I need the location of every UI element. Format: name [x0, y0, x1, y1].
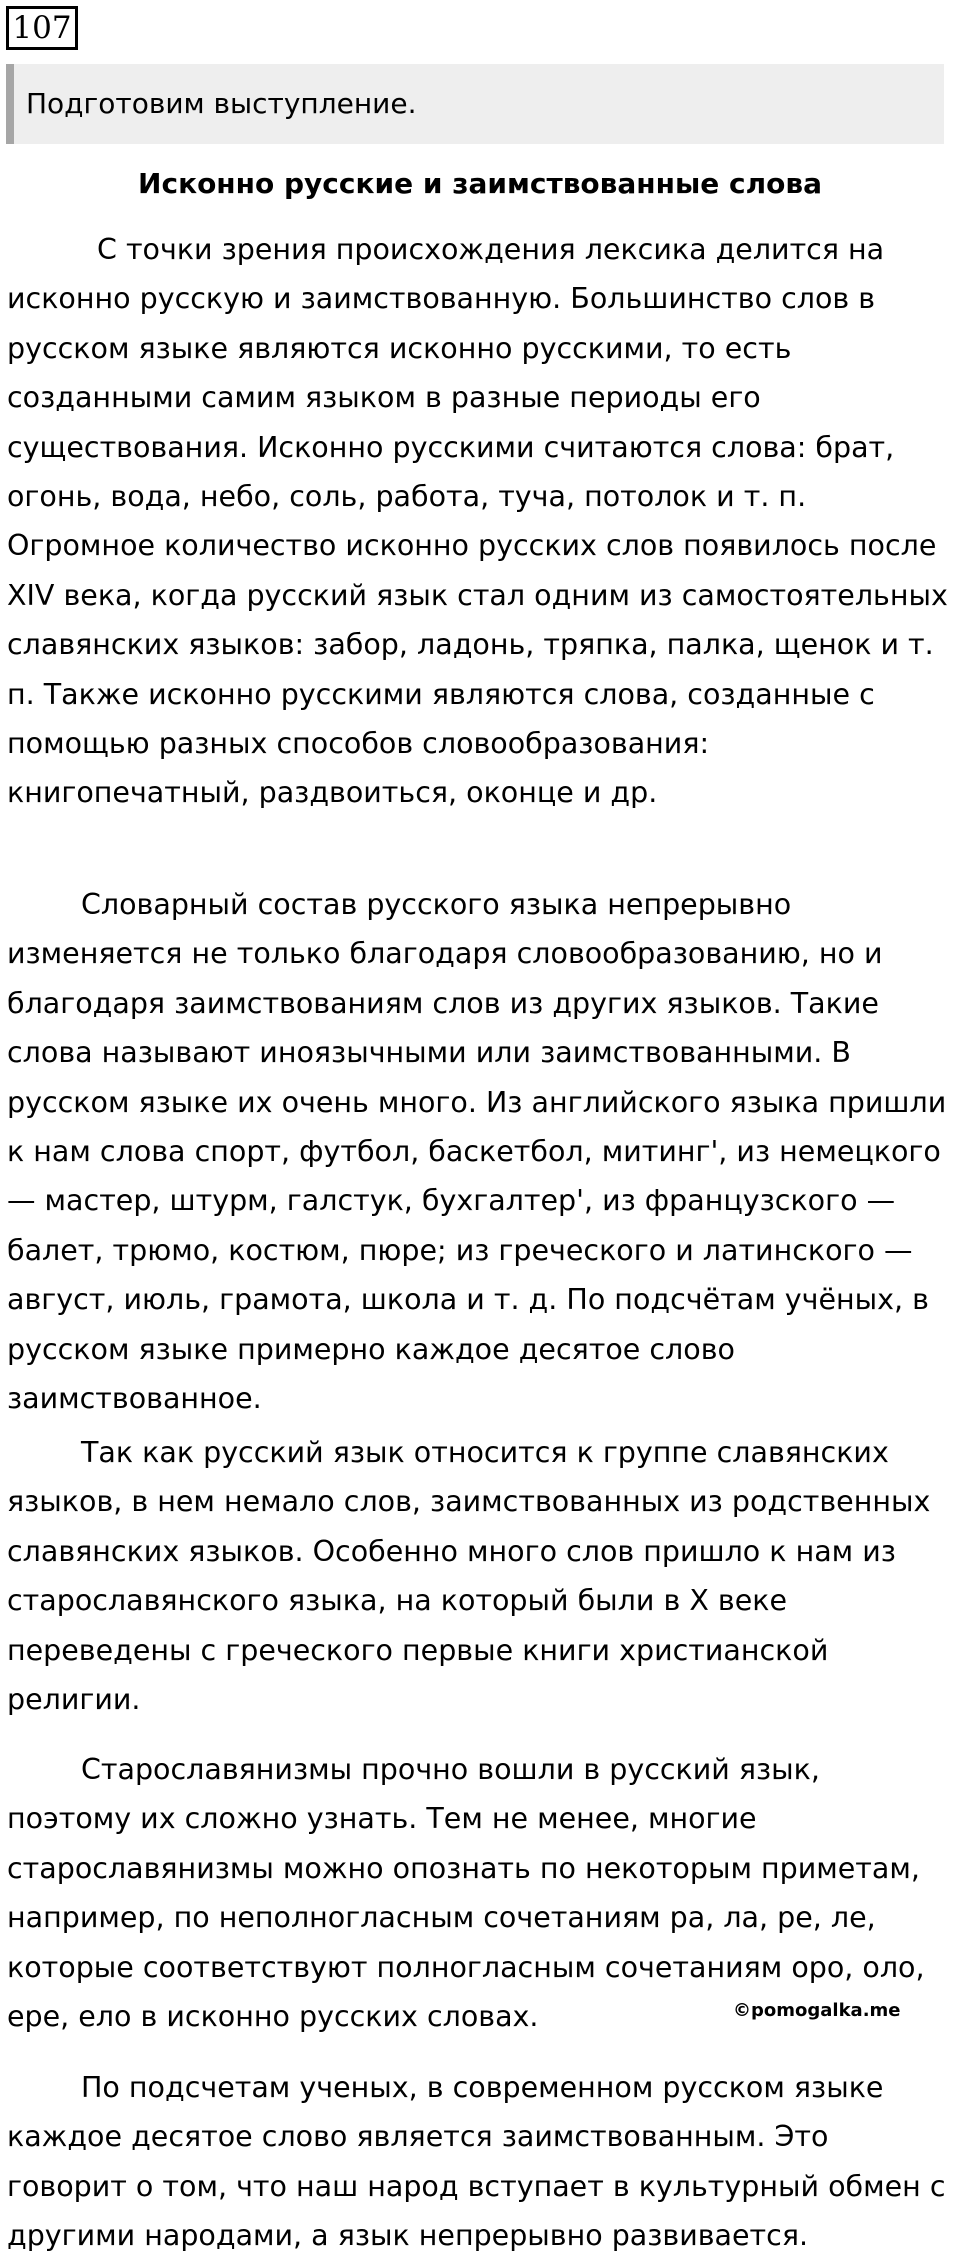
exercise-number: 107 — [6, 6, 78, 50]
article-title: Исконно русские и заимствованные слова — [138, 167, 822, 200]
paragraph-1: С точки зрения происхождения лексика делится на исконно русскую и заимствованную. Большинство слов в русском языке являются исконно русскими, то есть созданными самим языком в разные периоды его существования. Исконно русскими считаются слова: брат, огонь, вода, небо, соль, работа, туча, потолок и т. п. Огромное количество исконно русских слов появилось после XIV века, когда русский язык стал одним из самостоятельных славянских языков: забор, ладонь, тряпка, палка, щенок и т. п. Также исконно русскими являются слова, созданные с помощью разных способов словообразования: книгопечатный, раздвоиться, оконце и др. — [7, 233, 948, 810]
task-banner: Подготовим выступление. — [6, 64, 944, 144]
watermark: ©pomogalka.me — [733, 2000, 901, 2021]
paragraph-4: Старославянизмы прочно вошли в русский язык, поэтому их сложно узнать. Тем не менее, многие старославянизмы можно опознать по некоторым приметам, например, по неполногласным сочетаниям ра, ла, ре, ле, которые соответствуют полногласным сочетаниям оро, оло, ере, ело в исконно русских словах. — [7, 1753, 925, 2034]
paragraph-3: Так как русский язык относится к группе славянских языков, в нем немало слов, заимствованных из родственных славянских языков. Особенно много слов пришло к нам из старославянского языка, на который были в X веке переведены с греческого первые книги христианской религии. — [7, 1436, 931, 1717]
paragraph-2: Словарный состав русского языка непрерывно изменяется не только благодаря словообразованию, но и благодаря заимствованиям слов из других языков. Такие слова называют иноязычными или заимствованными. В русском языке их очень много. Из английского языка пришли к нам слова спорт, футбол, баскетбол, митинг', из немецкого — мастер, штурм, галстук, бухгалтер', из французского — балет, трюмо, костюм, пюре; из греческого и латинского — август, июль, грамота, школа и т. д. По подсчётам учёных, в русском языке примерно каждое десятое слово заимствованное. — [7, 888, 947, 1416]
paragraph-5: По подсчетам ученых, в современном русском языке каждое десятое слово является заимствованным. Это говорит о том, что наш народ вступает в культурный обмен с другими народами, а язык непрерывно развивается. — [7, 2071, 946, 2253]
